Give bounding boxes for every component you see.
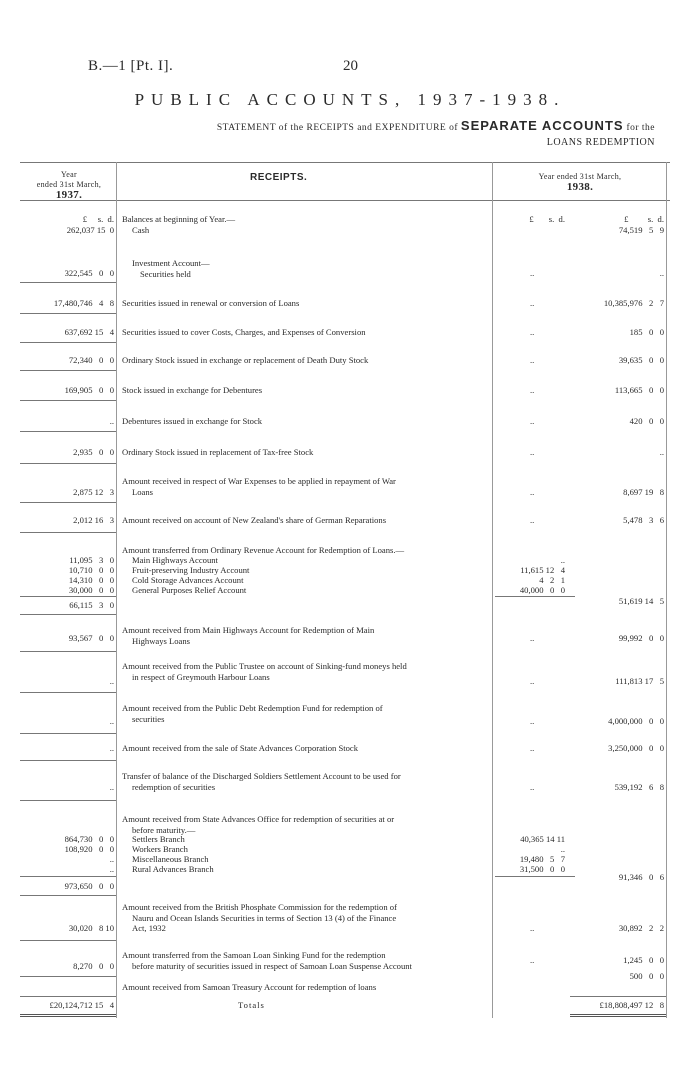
row-war-expenses-prev: 2,875 12 3 (73, 487, 114, 497)
row-tax-free-stock: Ordinary Stock issued in replacement of Tax-free Stock (122, 447, 314, 457)
subtotal-rule (20, 596, 116, 597)
row-german-reparations-mid: .. (530, 515, 535, 525)
currency-label-mid: £ s. d. (529, 214, 565, 224)
state-advances-heading-line1: Amount received from State Advances Office for redemption of securities at or (122, 814, 395, 824)
row-securities-renewal-curr: 10,385,976 2 7 (603, 298, 664, 308)
row-tax-free-stock-mid: .. (530, 447, 535, 457)
row-british-phosphate-curr: 30,892 2 2 (618, 923, 664, 933)
row-rule (20, 895, 116, 896)
row-debentures-for-stock-curr: 420 0 0 (629, 416, 664, 426)
transfer-prev-total: 66,115 3 0 (69, 600, 114, 610)
row-rule (20, 463, 116, 464)
row-german-reparations: Amount received on account of New Zealand's share of German Reparations (122, 515, 387, 525)
row-public-trustee-curr: 111,813 17 5 (615, 676, 664, 686)
totals-bottom-rule (20, 1014, 116, 1017)
transfer-item-mid: 4 2 1 (539, 575, 565, 585)
row-public-trustee-line1: Amount received from the Public Trustee on account of Sinking-fund moneys held (122, 661, 407, 671)
left-column-header (22, 170, 116, 200)
row-securities-renewal: Securities issued in renewal or conversion of Loans (122, 298, 300, 308)
left-head-line1: Year (61, 170, 77, 179)
right-column-header (495, 172, 665, 192)
totals-curr: £18,808,497 12 8 (599, 1000, 664, 1010)
row-investment-sub: Securities held (140, 268, 191, 279)
row-main-highways-prev: 93,567 0 0 (68, 633, 114, 643)
row-rule (20, 313, 116, 314)
row-death-duty-stock-prev: 72,340 0 0 (68, 355, 114, 365)
row-investment-prev: 322,545 0 0 (64, 268, 114, 278)
row-public-debt-redemption-curr: 4,000,000 0 0 (608, 716, 664, 726)
row-rule (20, 282, 116, 283)
table-top-rule (20, 162, 670, 163)
row-british-phosphate-prev: 30,020 8 10 (68, 923, 114, 933)
transfer-item-prev: 14,310 0 0 (68, 575, 114, 585)
row-german-reparations-curr: 5,478 3 6 (623, 515, 664, 525)
row-balances-cash: Cash (132, 224, 150, 235)
right-head-year: 1938. (566, 181, 594, 193)
row-war-expenses (122, 476, 488, 497)
row-conversion-costs-prev: 637,692 15 4 (64, 327, 114, 337)
row-public-trustee-line2: in respect of Greymouth Harbour Loans (132, 671, 270, 682)
totals-bottom-rule (570, 1014, 666, 1017)
receipts-header: RECEIPTS. (250, 172, 308, 183)
row-conversion-costs-curr: 185 0 0 (629, 327, 664, 337)
state-advances-item-prev: .. (109, 854, 114, 864)
row-samoan-sinking-fund-line2: before maturity of securities issued in respect of Samoan Loan Suspense Account (132, 960, 412, 971)
transfer-item-prev: 11,095 3 0 (69, 555, 114, 565)
state-advances-item-prev: 864,730 0 0 (64, 834, 114, 844)
row-rule (20, 342, 116, 343)
row-discharged-soldiers-curr: 539,192 6 8 (614, 782, 664, 792)
row-securities-renewal-mid: .. (530, 298, 535, 308)
row-state-advances-stock-prev: .. (109, 743, 114, 753)
subtitle-prefix: STATEMENT of the RECEIPTS and EXPENDITURE of (216, 123, 459, 133)
transfer-item-mid: 11,615 12 4 (520, 565, 565, 575)
row-british-phosphate-line1: Amount received from the British Phosphate Commission for the redemption of (122, 902, 397, 912)
row-public-debt-redemption-line1: Amount received from the Public Debt Redemption Fund for redemption of (122, 703, 383, 713)
transfer-item-label: Cold Storage Advances Account (132, 575, 244, 585)
subtotal-rule (495, 876, 575, 877)
row-conversion-costs-mid: .. (530, 327, 535, 337)
row-main-highways-line1: Amount received from Main Highways Account for Redemption of Main (122, 625, 375, 635)
row-british-phosphate-line2: Nauru and Ocean Islands Securities in terms of Section 13 (4) of the Finance (132, 912, 397, 923)
row-samoan-sinking-fund-prev: 8,270 0 0 (73, 961, 114, 971)
state-advances-item-mid: 31,500 0 0 (519, 864, 565, 874)
row-discharged-soldiers (122, 771, 488, 792)
row-rule (20, 733, 116, 734)
row-public-trustee-prev: .. (109, 676, 114, 686)
left-head-line2: ended 31st March, (36, 180, 102, 189)
transfer-item-mid: 40,000 0 0 (519, 585, 565, 595)
state-advances-item-label: Miscellaneous Branch (132, 854, 209, 864)
row-war-expenses-curr: 8,697 19 8 (623, 487, 664, 497)
state-advances-item-label: Settlers Branch (132, 834, 185, 844)
subtitle-bold: SEPARATE ACCOUNTS (460, 118, 624, 133)
column-divider-right (492, 162, 493, 1018)
state-advances-item-mid: 19,480 5 7 (519, 854, 565, 864)
row-rule (20, 614, 116, 615)
row-stock-for-debentures: Stock issued in exchange for Debentures (122, 385, 263, 395)
row-stock-for-debentures-prev: 169,905 0 0 (64, 385, 114, 395)
row-state-advances-stock: Amount received from the sale of State Advances Corporation Stock (122, 743, 359, 753)
row-rule (20, 976, 116, 977)
row-investment-mid: .. (530, 268, 535, 278)
row-main-highways-curr: 99,992 0 0 (618, 633, 664, 643)
state-advances-item-label: Workers Branch (132, 844, 188, 854)
row-german-reparations-prev: 2,012 16 3 (73, 515, 114, 525)
row-death-duty-stock-curr: 39,635 0 0 (618, 355, 664, 365)
right-head-line1: Year ended 31st March, (538, 172, 622, 181)
state-advances-heading (122, 814, 488, 835)
row-balances-curr: 74,519 5 9 (618, 225, 664, 235)
row-state-advances-stock-mid: .. (530, 743, 535, 753)
transfer-item-label: General Purposes Relief Account (132, 585, 247, 595)
row-war-expenses-line1: Amount received in respect of War Expenses to be applied in repayment of War (122, 476, 396, 486)
state-advances-curr-total: 91,346 0 6 (618, 872, 664, 882)
row-samoan-sinking-fund-mid: .. (530, 955, 535, 965)
row-public-debt-redemption-line2: securities (132, 713, 165, 724)
row-samoan-sinking-fund-line1: Amount transferred from the Samoan Loan Sinking Fund for the redemption (122, 950, 386, 960)
row-state-advances-stock-curr: 3,250,000 0 0 (608, 743, 664, 753)
row-samoan-sinking-fund (122, 950, 488, 971)
row-investment-heading: Investment Account— (132, 258, 210, 268)
transfer-curr-total: 51,619 14 5 (618, 596, 664, 606)
row-rule (20, 760, 116, 761)
row-discharged-soldiers-line1: Transfer of balance of the Discharged Soldiers Settlement Account to be used for (122, 771, 401, 781)
row-war-expenses-mid: .. (530, 487, 535, 497)
row-stock-for-debentures-curr: 113,665 0 0 (614, 385, 664, 395)
row-rule (20, 370, 116, 371)
row-rule (20, 532, 116, 533)
row-rule (20, 800, 116, 801)
row-rule (20, 651, 116, 652)
totals-top-rule (570, 996, 666, 997)
row-death-duty-stock: Ordinary Stock issued in exchange or replacement of Death Duty Stock (122, 355, 369, 365)
subtotal-rule (495, 596, 575, 597)
currency-label-left: £ s. d. (82, 214, 114, 224)
row-debentures-for-stock-prev: .. (109, 416, 114, 426)
row-rule (20, 400, 116, 401)
row-tax-free-stock-prev: 2,935 0 0 (73, 447, 114, 457)
row-discharged-soldiers-line2: redemption of securities (132, 781, 216, 792)
table-header-rule (20, 200, 670, 201)
state-advances-item-mid: .. (560, 844, 565, 854)
row-public-debt-redemption-prev: .. (109, 716, 114, 726)
state-advances-item-prev: 108,920 0 0 (64, 844, 114, 854)
row-samoan-treasury-curr: 500 0 0 (629, 971, 664, 981)
column-divider-edge (666, 162, 667, 1018)
row-discharged-soldiers-mid: .. (530, 782, 535, 792)
transfer-item-label: Main Highways Account (132, 555, 218, 565)
row-public-debt-redemption-mid: .. (530, 716, 535, 726)
transfer-heading: Amount transferred from Ordinary Revenue Account for Redemption of Loans.— (122, 545, 405, 555)
row-securities-renewal-prev: 17,480,746 4 8 (53, 298, 114, 308)
row-rule (20, 431, 116, 432)
state-advances-item-prev: .. (109, 864, 114, 874)
row-death-duty-stock-mid: .. (530, 355, 535, 365)
column-divider-left (116, 162, 117, 1018)
row-main-highways-mid: .. (530, 633, 535, 643)
row-british-phosphate-mid: .. (530, 923, 535, 933)
currency-label-right: £ s. d. (624, 214, 664, 224)
statement-subtitle (217, 118, 655, 133)
row-discharged-soldiers-prev: .. (109, 782, 114, 792)
row-rule (20, 940, 116, 941)
transfer-item-prev: 10,710 0 0 (68, 565, 114, 575)
row-debentures-for-stock: Debentures issued in exchange for Stock (122, 416, 263, 426)
row-conversion-costs: Securities issued to cover Costs, Charges, and Expenses of Conversion (122, 327, 366, 337)
row-british-phosphate (122, 902, 488, 934)
row-debentures-for-stock-mid: .. (530, 416, 535, 426)
transfer-item-prev: 30,000 0 0 (68, 585, 114, 595)
subtotal-rule (20, 876, 116, 877)
totals-label: Totals (238, 1000, 265, 1010)
state-advances-item-label: Rural Advances Branch (132, 864, 214, 874)
row-stock-for-debentures-mid: .. (530, 385, 535, 395)
page-number: 20 (343, 58, 358, 74)
subtitle-line2: LOANS REDEMPTION (546, 137, 655, 148)
row-tax-free-stock-curr: .. (659, 447, 664, 457)
subtitle-suffix: for the (626, 123, 655, 133)
state-advances-prev-total: 973,650 0 0 (64, 881, 114, 891)
row-public-trustee (122, 661, 488, 682)
row-public-debt-redemption (122, 703, 488, 724)
row-rule (20, 692, 116, 693)
row-balances-prev: 262,037 15 0 (66, 225, 114, 235)
row-samoan-sinking-fund-curr: 1,245 0 0 (623, 955, 664, 965)
state-advances-item-mid: 40,365 14 11 (520, 834, 565, 844)
left-head-year: 1937. (55, 189, 83, 201)
totals-prev: £20,124,712 15 4 (49, 1000, 114, 1010)
row-samoan-treasury: Amount received from Samoan Treasury Account for redemption of loans (122, 982, 377, 992)
row-balances (122, 214, 488, 235)
row-main-highways-line2: Highways Loans (132, 635, 190, 646)
row-main-highways (122, 625, 488, 646)
row-investment (122, 258, 488, 279)
row-war-expenses-line2: Loans (132, 486, 154, 497)
row-investment-curr: .. (659, 268, 664, 278)
report-reference: B.—1 [Pt. I]. (88, 58, 174, 74)
row-balances-heading: Balances at beginning of Year.— (122, 214, 236, 224)
row-public-trustee-mid: .. (530, 676, 535, 686)
totals-top-rule (20, 996, 116, 997)
page-title: PUBLIC ACCOUNTS, 1937-1938. (134, 90, 566, 109)
transfer-item-mid: .. (560, 555, 565, 565)
transfer-item-label: Fruit-preserving Industry Account (132, 565, 250, 575)
state-advances-heading-line2: before maturity.— (132, 824, 196, 835)
row-british-phosphate-line3: Act, 1932 (132, 923, 166, 933)
row-rule (20, 502, 116, 503)
